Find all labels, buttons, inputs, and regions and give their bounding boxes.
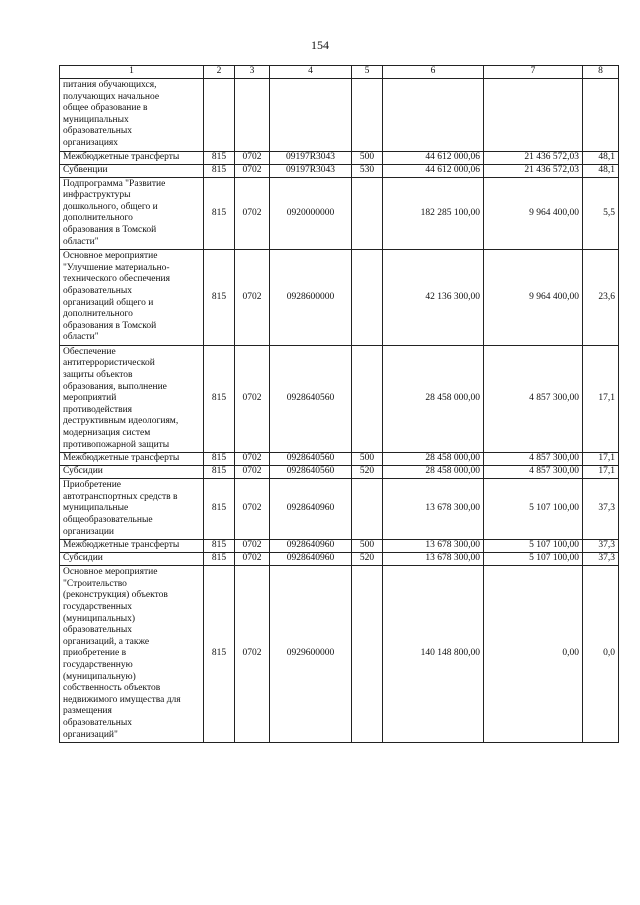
cell-col3: 0702 [235, 466, 270, 479]
cell-col2: 815 [204, 345, 235, 452]
cell-col5 [352, 479, 383, 540]
cell-col2: 815 [204, 250, 235, 346]
cell-col3: 0702 [235, 177, 270, 250]
cell-col7: 4 857 300,00 [484, 345, 583, 452]
cell-col7: 21 436 572,03 [484, 164, 583, 177]
cell-col3: 0702 [235, 453, 270, 466]
cell-col6: 13 678 300,00 [383, 553, 484, 566]
cell-col7: 21 436 572,03 [484, 151, 583, 164]
cell-col6: 44 612 000,06 [383, 164, 484, 177]
cell-col2: 815 [204, 453, 235, 466]
row-name: Субсидии [60, 466, 204, 479]
table-row [60, 250, 619, 346]
cell-col5: 500 [352, 540, 383, 553]
table-row [60, 79, 619, 152]
cell-col5: 500 [352, 151, 383, 164]
cell-col7: 0,00 [484, 566, 583, 743]
column-header: 5 [352, 66, 383, 79]
table-row [60, 164, 619, 177]
cell-col5 [352, 250, 383, 346]
cell-col2: 815 [204, 164, 235, 177]
cell-col7: 5 107 100,00 [484, 540, 583, 553]
row-name: Межбюджетные трансферты [60, 453, 204, 466]
cell-col2: 815 [204, 479, 235, 540]
cell-col8: 37,3 [583, 479, 619, 540]
cell-col5: 530 [352, 164, 383, 177]
cell-col2: 815 [204, 151, 235, 164]
cell-col4: 0929600000 [270, 566, 352, 743]
cell-col6 [383, 79, 484, 152]
cell-col8: 37,3 [583, 540, 619, 553]
cell-col4: 0928640560 [270, 345, 352, 452]
cell-col2 [204, 79, 235, 152]
cell-col2: 815 [204, 553, 235, 566]
cell-col4: 0928640560 [270, 466, 352, 479]
cell-col6: 28 458 000,00 [383, 466, 484, 479]
column-header: 8 [583, 66, 619, 79]
column-header: 7 [484, 66, 583, 79]
table-row [60, 151, 619, 164]
table-row [60, 345, 619, 452]
page-number: 154 [311, 38, 329, 52]
cell-col7: 5 107 100,00 [484, 479, 583, 540]
cell-col3: 0702 [235, 164, 270, 177]
cell-col8: 48,1 [583, 151, 619, 164]
row-name: Межбюджетные трансферты [60, 540, 204, 553]
cell-col8: 0,0 [583, 566, 619, 743]
cell-col6: 13 678 300,00 [383, 540, 484, 553]
column-header: 2 [204, 66, 235, 79]
cell-col7: 9 964 400,00 [484, 250, 583, 346]
row-name: Основное мероприятие "Строительство (реконструкция) объектов государственных (муниципальных) образовательных организаций, а также приобретение в государственную (муниципальную) собственность объектов недвижимого имущества для размещения образовательных организаций" [60, 566, 204, 743]
cell-col6: 140 148 800,00 [383, 566, 484, 743]
cell-col2: 815 [204, 566, 235, 743]
row-name: Приобретение автотранспортных средств в муниципальные общеобразовательные организации [60, 479, 204, 540]
cell-col4: 0920000000 [270, 177, 352, 250]
cell-col3: 0702 [235, 540, 270, 553]
cell-col7: 5 107 100,00 [484, 553, 583, 566]
cell-col7: 4 857 300,00 [484, 466, 583, 479]
cell-col2: 815 [204, 466, 235, 479]
header-row [60, 66, 619, 79]
budget-table [59, 65, 619, 743]
cell-col3: 0702 [235, 250, 270, 346]
column-header: 4 [270, 66, 352, 79]
cell-col7 [484, 79, 583, 152]
cell-col5 [352, 177, 383, 250]
cell-col4: 0928600000 [270, 250, 352, 346]
cell-col8 [583, 79, 619, 152]
cell-col3 [235, 79, 270, 152]
cell-col4 [270, 79, 352, 152]
cell-col6: 44 612 000,06 [383, 151, 484, 164]
cell-col8: 17,1 [583, 466, 619, 479]
table-row [60, 466, 619, 479]
cell-col4: 09197R3043 [270, 151, 352, 164]
column-header: 6 [383, 66, 484, 79]
cell-col5: 520 [352, 553, 383, 566]
row-name: Обеспечение антитеррористической защиты объектов образования, выполнение мероприятий противодействия деструктивным идеологиям, модернизация систем противопожарной защиты [60, 345, 204, 452]
cell-col2: 815 [204, 177, 235, 250]
row-name: питания обучающихся, получающих начальное общее образование в муниципальных образовательных организациях [60, 79, 204, 152]
cell-col6: 13 678 300,00 [383, 479, 484, 540]
cell-col8: 5,5 [583, 177, 619, 250]
cell-col6: 28 458 000,00 [383, 345, 484, 452]
table-row [60, 453, 619, 466]
cell-col8: 17,1 [583, 345, 619, 452]
cell-col2: 815 [204, 540, 235, 553]
cell-col3: 0702 [235, 553, 270, 566]
cell-col8: 48,1 [583, 164, 619, 177]
cell-col6: 42 136 300,00 [383, 250, 484, 346]
table-row [60, 566, 619, 743]
cell-col8: 23,6 [583, 250, 619, 346]
cell-col4: 0928640560 [270, 453, 352, 466]
cell-col5 [352, 566, 383, 743]
cell-col8: 17,1 [583, 453, 619, 466]
cell-col3: 0702 [235, 151, 270, 164]
column-header: 1 [60, 66, 204, 79]
row-name: Подпрограмма "Развитие инфраструктуры дошкольного, общего и дополнительного образования в Томской области" [60, 177, 204, 250]
table-row [60, 177, 619, 250]
cell-col8: 37,3 [583, 553, 619, 566]
cell-col3: 0702 [235, 479, 270, 540]
cell-col4: 0928640960 [270, 553, 352, 566]
cell-col3: 0702 [235, 345, 270, 452]
cell-col7: 4 857 300,00 [484, 453, 583, 466]
table-row [60, 540, 619, 553]
cell-col6: 182 285 100,00 [383, 177, 484, 250]
row-name: Межбюджетные трансферты [60, 151, 204, 164]
table-row [60, 553, 619, 566]
cell-col5 [352, 345, 383, 452]
cell-col5 [352, 79, 383, 152]
cell-col4: 0928640960 [270, 540, 352, 553]
cell-col6: 28 458 000,00 [383, 453, 484, 466]
cell-col7: 9 964 400,00 [484, 177, 583, 250]
cell-col5: 500 [352, 453, 383, 466]
column-header: 3 [235, 66, 270, 79]
cell-col5: 520 [352, 466, 383, 479]
row-name: Основное мероприятие "Улучшение материально- технического обеспечения образовательных организаций общего и дополнительного образования в Томской области" [60, 250, 204, 346]
row-name: Субвенции [60, 164, 204, 177]
row-name: Субсидии [60, 553, 204, 566]
table-row [60, 479, 619, 540]
cell-col3: 0702 [235, 566, 270, 743]
cell-col4: 0928640960 [270, 479, 352, 540]
cell-col4: 09197R3043 [270, 164, 352, 177]
